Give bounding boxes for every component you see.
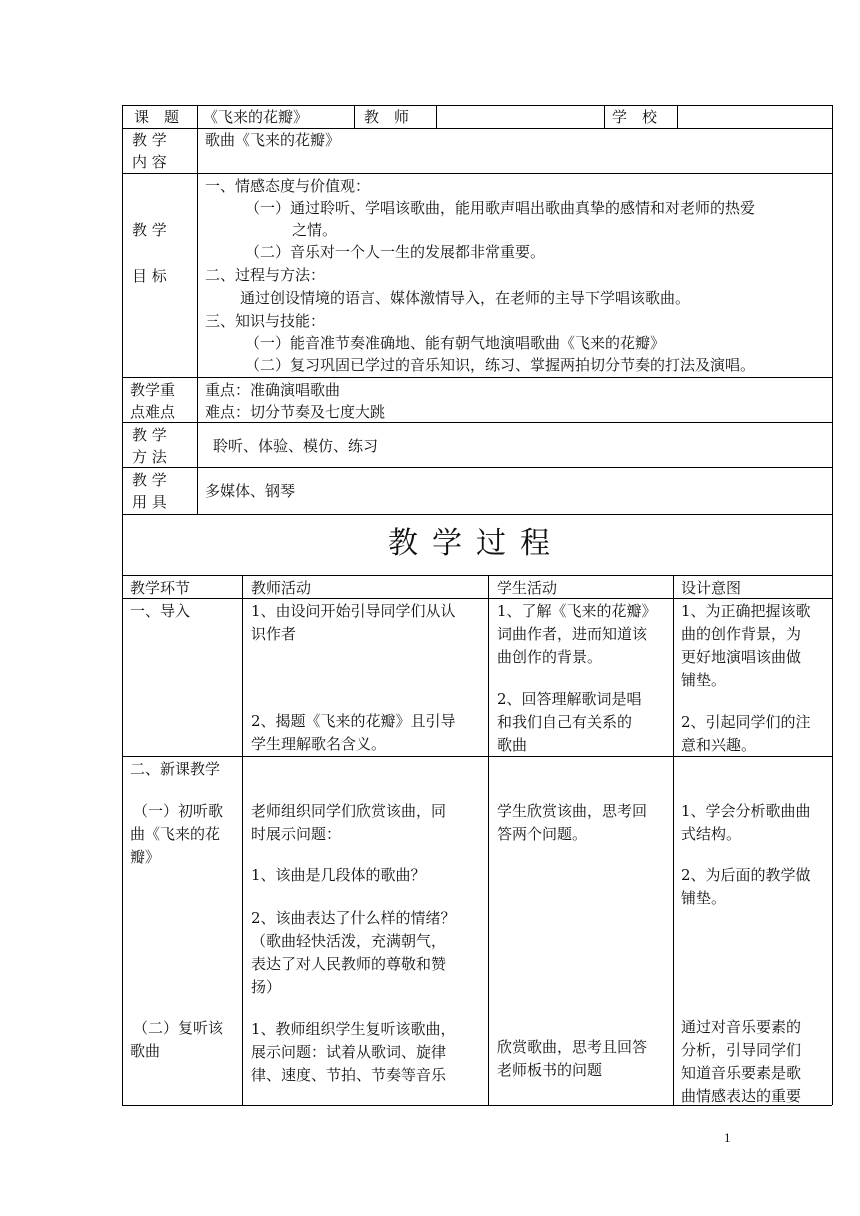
design-intent-line: 铺垫。 (681, 671, 727, 689)
student-activity-line: 词曲作者，进而知道该 (497, 625, 648, 643)
teacher-activity-line: 学生理解歌名含义。 (251, 735, 387, 753)
column-header: 教学环节 (130, 579, 191, 597)
goal-line: 通过创设情境的语言、媒体激情导入，在老师的主导下学唱该歌曲。 (240, 289, 691, 307)
table-border (436, 105, 437, 128)
stage-label: 一、导入 (130, 602, 191, 620)
teacher-activity-line: 老师组织同学们欣赏该曲，同 (251, 802, 447, 820)
table-border (197, 105, 198, 514)
goal-line: （一）通过聆听、学唱该歌曲，能用歌声唱出歌曲真挚的感情和对老师的热爱 (245, 199, 756, 217)
table-border (677, 105, 678, 128)
student-activity-line: 欣赏歌曲，思考且回答 (497, 1038, 648, 1056)
teacher-activity-line: 识作者 (251, 625, 297, 643)
table-border (832, 105, 833, 1105)
student-activity-line: 1、了解《飞来的花瓣》 (497, 602, 657, 620)
goal-line: （一）能音准节奏准确地、能有朝气地演唱歌曲《飞来的花瓣》 (245, 334, 666, 352)
course-title: 《飞来的花瓣》 (203, 108, 309, 126)
table-border (673, 575, 674, 1105)
teacher-activity-line: 时展示问题： (251, 825, 342, 843)
design-intent-line: 2、为后面的教学做 (681, 866, 811, 884)
school-label: 学 校 (612, 108, 658, 126)
student-activity-line: 答两个问题。 (497, 825, 588, 843)
goal-line: 三、知识与技能： (205, 312, 326, 330)
table-border (122, 514, 832, 515)
teacher-activity-line: 律、速度、节拍、节奏等音乐 (251, 1066, 447, 1084)
table-border (604, 105, 605, 128)
table-border (122, 575, 832, 576)
goal-line: （二）音乐对一个人一生的发展都非常重要。 (245, 243, 546, 261)
student-activity-line: 2、回答理解歌词是唱 (497, 690, 642, 708)
teacher-label: 教 师 (364, 108, 410, 126)
column-header: 设计意图 (681, 579, 742, 597)
design-intent-line: 2、引起同学们的注 (681, 713, 811, 731)
teacher-activity-line: 2、揭题《飞来的花瓣》且引导 (251, 712, 456, 730)
student-activity-line: 老师板书的问题 (497, 1061, 603, 1079)
teacher-activity-line: 1、由设问开始引导同学们从认 (251, 602, 456, 620)
table-border (122, 377, 832, 378)
design-intent-line: 1、学会分析歌曲曲 (681, 802, 811, 820)
design-intent-line: 分析，引导同学们 (681, 1041, 802, 1059)
teacher-activity-line: 展示问题：试着从歌词、旋律 (251, 1043, 447, 1061)
design-intent-line: 曲情感表达的重要 (681, 1087, 802, 1105)
process-title: 教学过程 (388, 526, 564, 561)
design-intent-line: 意和兴趣。 (681, 736, 757, 754)
design-intent-line: 1、为正确把握该歌 (681, 602, 811, 620)
teacher-activity-line: 1、教师组织学生复听该歌曲， (251, 1020, 456, 1038)
goal-line: （二）复习巩固已学过的音乐知识，练习、掌握两拍切分节奏的打法及演唱。 (245, 356, 756, 374)
stage-label: 二、新课教学 (130, 760, 221, 778)
goals-label: 教 学 (132, 221, 167, 239)
teacher-activity-line: 2、该曲表达了什么样的情绪？ (251, 909, 456, 927)
table-border (122, 756, 832, 757)
table-border (122, 173, 832, 174)
goal-line: 二、过程与方法： (205, 266, 326, 284)
stage-label: 瓣》 (130, 848, 161, 866)
stage-label: （一）初听歌 (133, 802, 224, 820)
content-label: 内 容 (132, 153, 167, 171)
design-intent-line: 知道音乐要素是歌 (681, 1064, 802, 1082)
design-intent-line: 曲的创作背景，为 (681, 625, 802, 643)
teacher-activity-line: 扬） (251, 978, 282, 996)
course-label: 课 题 (134, 108, 180, 126)
table-border (354, 105, 355, 128)
methods-value: 聆听、体验、模仿、练习 (213, 437, 379, 455)
student-activity-line: 歌曲 (497, 736, 528, 754)
table-border (122, 105, 123, 1105)
design-intent-line: 铺垫。 (681, 889, 727, 907)
difficulty-point: 难点：切分节奏及七度大跳 (205, 403, 386, 421)
tools-value: 多媒体、钢琴 (205, 482, 296, 500)
keypoints-label: 教学重 (130, 381, 176, 399)
column-header: 教师活动 (251, 579, 312, 597)
column-header: 学生活动 (497, 579, 558, 597)
student-activity-line: 学生欣赏该曲，思考回 (497, 802, 648, 820)
student-activity-line: 和我们自己有关系的 (497, 713, 633, 731)
student-activity-line: 曲创作的背景。 (497, 648, 603, 666)
stage-label: 曲《飞来的花 (130, 825, 221, 843)
methods-label: 教 学 (132, 426, 167, 444)
methods-label: 方 法 (132, 448, 167, 466)
tools-label: 教 学 (132, 471, 167, 489)
page-number: 1 (724, 1130, 731, 1145)
design-intent-line: 更好地演唱该曲做 (681, 648, 802, 666)
design-intent-line: 式结构。 (681, 825, 742, 843)
tools-label: 用 具 (132, 493, 167, 511)
goals-label: 目 标 (132, 267, 167, 285)
key-point: 重点：准确演唱歌曲 (205, 381, 341, 399)
design-intent-line: 通过对音乐要素的 (681, 1018, 802, 1036)
stage-label: （二）复听该 (133, 1019, 224, 1037)
table-border (242, 575, 243, 1105)
content-label: 教 学 (132, 131, 167, 149)
teacher-activity-line: 表达了对人民教师的尊敬和赞 (251, 955, 447, 973)
goal-line: 一、情感态度与价值观： (205, 177, 371, 195)
teacher-activity-line: （歌曲轻快活泼，充满朝气， (251, 932, 447, 950)
teacher-activity-line: 1、该曲是几段体的歌曲？ (251, 866, 426, 884)
goal-line: 之情。 (292, 221, 338, 239)
stage-label: 歌曲 (130, 1042, 161, 1060)
table-border (488, 575, 489, 1105)
content-value: 歌曲《飞来的花瓣》 (205, 131, 341, 149)
keypoints-label: 点难点 (130, 403, 176, 421)
table-border (122, 467, 832, 468)
